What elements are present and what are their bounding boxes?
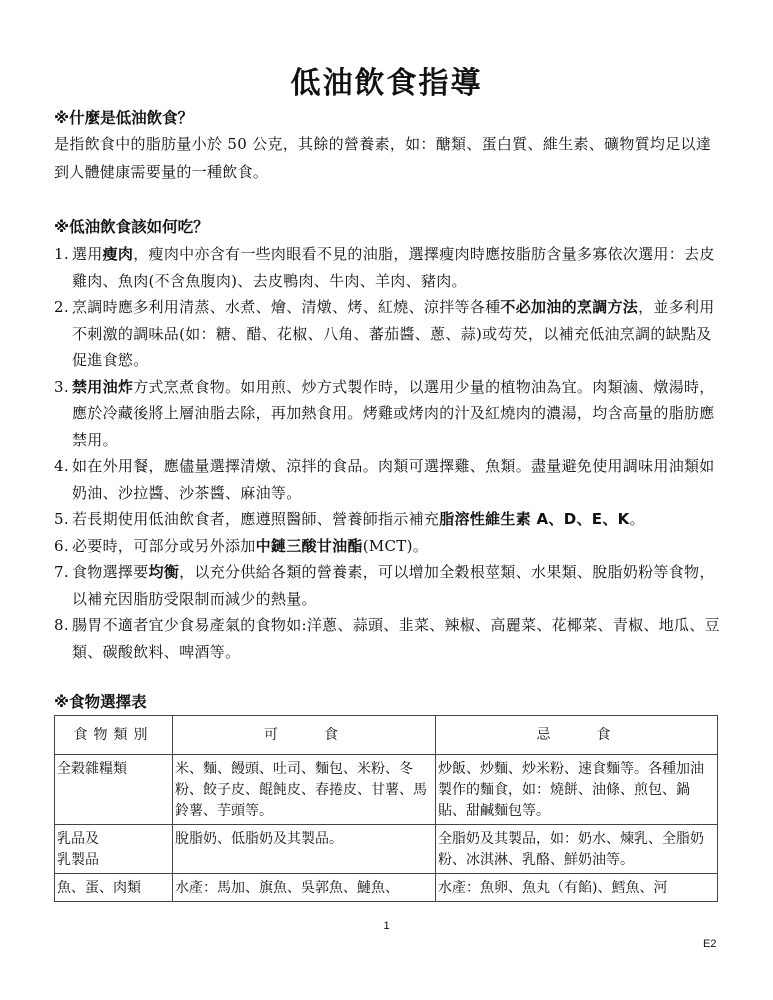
section-heading-food-table: ※食物選擇表	[54, 693, 147, 711]
list-item	[54, 453, 726, 506]
list-item-emphasis: 不必加油的烹調方法	[500, 298, 639, 316]
list-item-emphasis: 均衡	[148, 563, 180, 581]
food-selection-table	[54, 715, 718, 902]
list-item	[54, 533, 726, 560]
list-item-text: 若長期使用低油飲食者，應遵照醫師、營養師指示補充	[72, 510, 440, 528]
list-item-text: 。	[629, 510, 645, 528]
list-item-number: 5.	[54, 510, 69, 528]
list-item-text: (MCT)。	[362, 536, 429, 555]
list-item-number: 3.	[54, 377, 69, 396]
list-item-emphasis: 瘦肉	[102, 245, 134, 263]
list-item-text: 方式烹煮食物。如用煎、炒方式製作時，以選用少量的植物油為宜。肉類滷、燉湯時，應於冷藏後將上層油脂去除，再加熱食用。烤雞或烤肉的汁及紅燒肉的濃湯，均含高量的脂肪應禁用。	[72, 377, 715, 449]
document-code: E2	[703, 938, 717, 950]
header-allowed: 可 食	[173, 716, 436, 755]
list-item-number: 8.	[54, 616, 69, 634]
list-item	[54, 294, 726, 374]
cell-allowed: 米、麵、饅頭、吐司、麵包、米粉、冬粉、餃子皮、餛飩皮、春捲皮、甘薯、馬鈴薯、芋頭等。	[173, 755, 436, 825]
list-item-number: 2.	[54, 298, 69, 316]
list-item-text: ，並多利用不刺激的調味品(如：糖、醋、花椒、八角、蕃茄醬、蔥、蒜)或芶芡，以補充低油烹調的缺點及促進食慾。	[72, 298, 715, 369]
list-item	[54, 374, 726, 454]
list-item-number: 7.	[54, 563, 69, 581]
list-item-number: 1.	[54, 245, 69, 263]
list-item-text: 選用	[72, 245, 103, 263]
list-item-number: 4.	[54, 457, 69, 475]
list-item-emphasis: 禁用油炸	[72, 377, 134, 396]
table-row	[55, 755, 718, 825]
cell-category: 乳品及 乳製品	[55, 825, 173, 874]
list-item-emphasis: 中鏈三酸甘油酯	[255, 536, 363, 555]
list-item	[54, 612, 726, 665]
table-row	[55, 825, 718, 874]
list-item-number: 6.	[54, 536, 69, 555]
list-item-text: ，以充分供給各類的營養素，可以增加全穀根莖類、水果類、脫脂奶粉等食物，以補充因脂肪受限制而減少的熱量。	[72, 563, 715, 608]
cell-avoid: 炒飯、炒麵、炒米粉、速食麵等。各種加油製作的麵食，如：燒餅、油條、煎包、鍋貼、甜鹹麵包等。	[436, 755, 718, 825]
table-row	[55, 874, 718, 902]
list-item	[54, 241, 726, 294]
list-item-text: 烹調時應多利用清蒸、水煮、燴、清燉、烤、紅燒、涼拌等各種	[72, 298, 501, 316]
section-heading-definition: ※什麼是低油飲食？	[54, 109, 194, 127]
cell-avoid: 水產：魚卵、魚丸（有餡)、鱈魚、河	[436, 874, 718, 902]
cell-category: 魚、蛋、肉類	[55, 874, 173, 902]
list-item-emphasis: 脂溶性維生素 A、D、E、K	[439, 510, 630, 528]
list-item-text: 食物選擇要	[72, 563, 149, 581]
list-item-text: ，瘦肉中亦含有一些肉眼看不見的油脂，選擇瘦肉時應按脂肪含量多寡依次選用：去皮雞肉、魚肉(不含魚腹肉)、去皮鴨肉、牛肉、羊肉、豬肉。	[72, 245, 715, 290]
list-item-text: 必要時，可部分或另外添加	[72, 536, 256, 555]
list-item	[54, 506, 726, 533]
header-category: 食物類別	[55, 716, 173, 755]
page-title: 低油飲食指導	[290, 66, 483, 101]
cell-category: 全穀雜糧類	[55, 755, 173, 825]
definition-text: 是指飲食中的脂肪量小於 50 公克，其餘的營養素，如：醣類、蛋白質、維生素、礦物質均足以達到人體健康需要量的一種飲食。	[54, 135, 712, 181]
page-number: 1	[383, 920, 390, 932]
table-header-row	[55, 716, 718, 755]
header-avoid: 忌 食	[436, 716, 718, 755]
cell-allowed: 水產：馬加、旗魚、吳郭魚、鰱魚、	[173, 874, 436, 902]
cell-avoid: 全脂奶及其製品，如：奶水、煉乳、全脂奶粉、冰淇淋、乳酪、鮮奶油等。	[436, 825, 718, 874]
list-item	[54, 559, 726, 612]
list-item-text: 如在外用餐，應儘量選擇清燉、涼拌的食品。肉類可選擇雞、魚類。盡量避免使用調味用油類如奶油、沙拉醬、沙茶醬、麻油等。	[72, 457, 715, 502]
section-heading-how-to-eat: ※低油飲食該如何吃？	[54, 218, 209, 236]
guideline-list	[54, 241, 726, 665]
list-item-text: 腸胃不適者宜少食易產氣的食物如:洋蔥、蒜頭、韭菜、辣椒、高麗菜、花椰菜、青椒、地瓜、豆類、碳酸飲料、啤酒等。	[72, 616, 720, 661]
cell-allowed: 脫脂奶、低脂奶及其製品。	[173, 825, 436, 874]
